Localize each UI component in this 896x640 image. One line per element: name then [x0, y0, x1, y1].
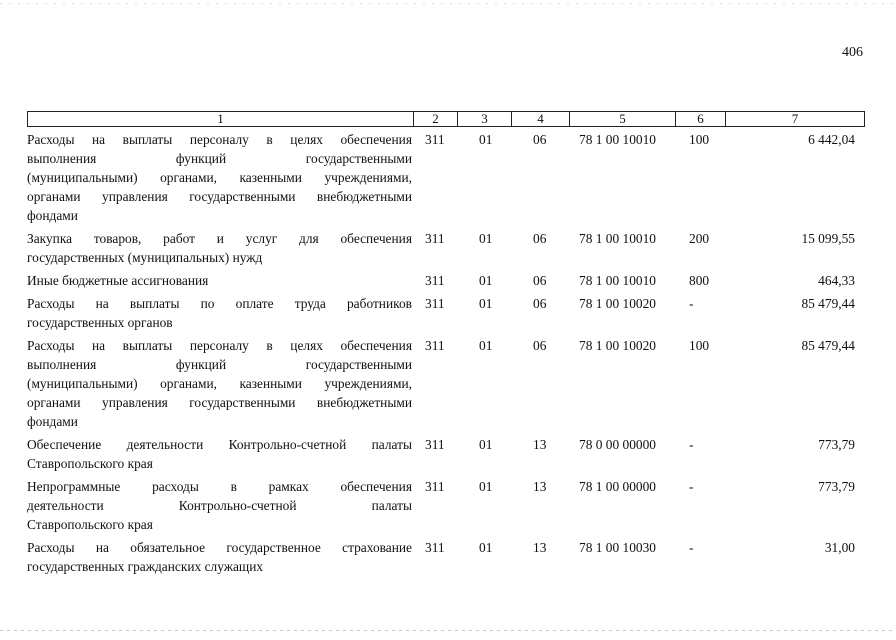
- row-description: [27, 435, 412, 473]
- cell-c5: 78 0 00 00000: [579, 437, 656, 452]
- description-line: государственных гражданских служащих: [27, 559, 264, 574]
- cell-c4: 06: [533, 338, 547, 353]
- cell-c3: 01: [479, 132, 493, 147]
- header-col-3: 3: [458, 112, 512, 126]
- description-line: государственных органов: [27, 315, 173, 330]
- description-line: Расходы на выплаты по оплате труда работников: [27, 296, 412, 311]
- cell-c4: 13: [533, 437, 547, 452]
- row-description: [27, 294, 412, 332]
- description-line: (муниципальными) органами, казенными учреждениями,: [27, 376, 412, 391]
- cell-c5: 78 1 00 10010: [579, 231, 656, 246]
- description-line: выполнения функций государственными: [27, 357, 412, 372]
- cell-c6: -: [689, 296, 694, 311]
- table-row: [27, 229, 865, 267]
- cell-c3: 01: [479, 273, 493, 288]
- cell-c3: 01: [479, 231, 493, 246]
- table-body: [27, 130, 865, 580]
- header-col-1: 1: [28, 112, 414, 126]
- table-header: [27, 111, 865, 127]
- cell-c4: 06: [533, 296, 547, 311]
- cell-c7: 85 479,44: [801, 338, 855, 353]
- row-description: [27, 229, 412, 267]
- description-line: Расходы на обязательное государственное страхование: [27, 540, 412, 555]
- table-row: [27, 271, 865, 290]
- cell-c3: 01: [479, 437, 493, 452]
- cell-c7: 773,79: [818, 437, 855, 452]
- scan-artifact-bottom: [0, 630, 896, 631]
- cell-c4: 06: [533, 231, 547, 246]
- row-description: [27, 271, 412, 290]
- table-row: [27, 130, 865, 225]
- cell-c7: 6 442,04: [808, 132, 855, 147]
- row-description: [27, 336, 412, 431]
- cell-c3: 01: [479, 540, 493, 555]
- cell-c2: 311: [425, 132, 445, 147]
- cell-c6: 200: [689, 231, 710, 246]
- cell-c5: 78 1 00 10030: [579, 540, 656, 555]
- description-line: органами управления государственными внебюджетными: [27, 189, 412, 204]
- cell-c3: 01: [479, 296, 493, 311]
- description-line: Ставропольского края: [27, 456, 153, 471]
- cell-c6: -: [689, 540, 694, 555]
- table-row: [27, 294, 865, 332]
- cell-c2: 311: [425, 479, 445, 494]
- cell-c4: 06: [533, 132, 547, 147]
- description-line: государственных (муниципальных) нужд: [27, 250, 263, 265]
- cell-c4: 13: [533, 540, 547, 555]
- cell-c6: 800: [689, 273, 710, 288]
- row-description: [27, 477, 412, 534]
- description-line: Расходы на выплаты персоналу в целях обеспечения: [27, 338, 412, 353]
- description-line: Иные бюджетные ассигнования: [27, 273, 209, 288]
- description-line: фондами: [27, 414, 78, 429]
- description-line: Обеспечение деятельности Контрольно-счетной палаты: [27, 437, 412, 452]
- row-description: [27, 538, 412, 576]
- cell-c5: 78 1 00 10020: [579, 296, 656, 311]
- table-row: [27, 538, 865, 576]
- cell-c6: -: [689, 479, 694, 494]
- cell-c6: 100: [689, 132, 710, 147]
- cell-c7: 464,33: [818, 273, 855, 288]
- cell-c7: 15 099,55: [801, 231, 855, 246]
- header-col-2: 2: [414, 112, 458, 126]
- cell-c2: 311: [425, 338, 445, 353]
- cell-c3: 01: [479, 338, 493, 353]
- description-line: Ставропольского края: [27, 517, 153, 532]
- header-col-6: 6: [676, 112, 726, 126]
- cell-c4: 13: [533, 479, 547, 494]
- description-line: Непрограммные расходы в рамках обеспечения: [27, 479, 412, 494]
- scan-artifact-top: [0, 3, 896, 4]
- cell-c5: 78 1 00 10010: [579, 132, 656, 147]
- table-row: [27, 477, 865, 534]
- cell-c5: 78 1 00 00000: [579, 479, 656, 494]
- cell-c2: 311: [425, 437, 445, 452]
- header-col-7: 7: [791, 111, 799, 126]
- page-number: 406: [842, 45, 863, 60]
- description-line: деятельности Контрольно-счетной палаты: [27, 498, 412, 513]
- header-col-5: 5: [570, 112, 676, 126]
- cell-c3: 01: [479, 479, 493, 494]
- description-line: выполнения функций государственными: [27, 151, 412, 166]
- cell-c2: 311: [425, 540, 445, 555]
- header-col-4: 4: [512, 112, 570, 126]
- cell-c2: 311: [425, 273, 445, 288]
- cell-c4: 06: [533, 273, 547, 288]
- cell-c5: 78 1 00 10010: [579, 273, 656, 288]
- cell-c2: 311: [425, 296, 445, 311]
- cell-c6: -: [689, 437, 694, 452]
- row-description: [27, 130, 412, 225]
- table-row: [27, 336, 865, 431]
- description-line: фондами: [27, 208, 78, 223]
- description-line: органами управления государственными внебюджетными: [27, 395, 412, 410]
- cell-c5: 78 1 00 10020: [579, 338, 656, 353]
- description-line: (муниципальными) органами, казенными учреждениями,: [27, 170, 412, 185]
- cell-c7: 85 479,44: [801, 296, 855, 311]
- cell-c6: 100: [689, 338, 710, 353]
- cell-c7: 773,79: [818, 479, 855, 494]
- table-row: [27, 435, 865, 473]
- description-line: Расходы на выплаты персоналу в целях обеспечения: [27, 132, 412, 147]
- cell-c7: 31,00: [824, 540, 855, 555]
- cell-c2: 311: [425, 231, 445, 246]
- description-line: Закупка товаров, работ и услуг для обеспечения: [27, 231, 412, 246]
